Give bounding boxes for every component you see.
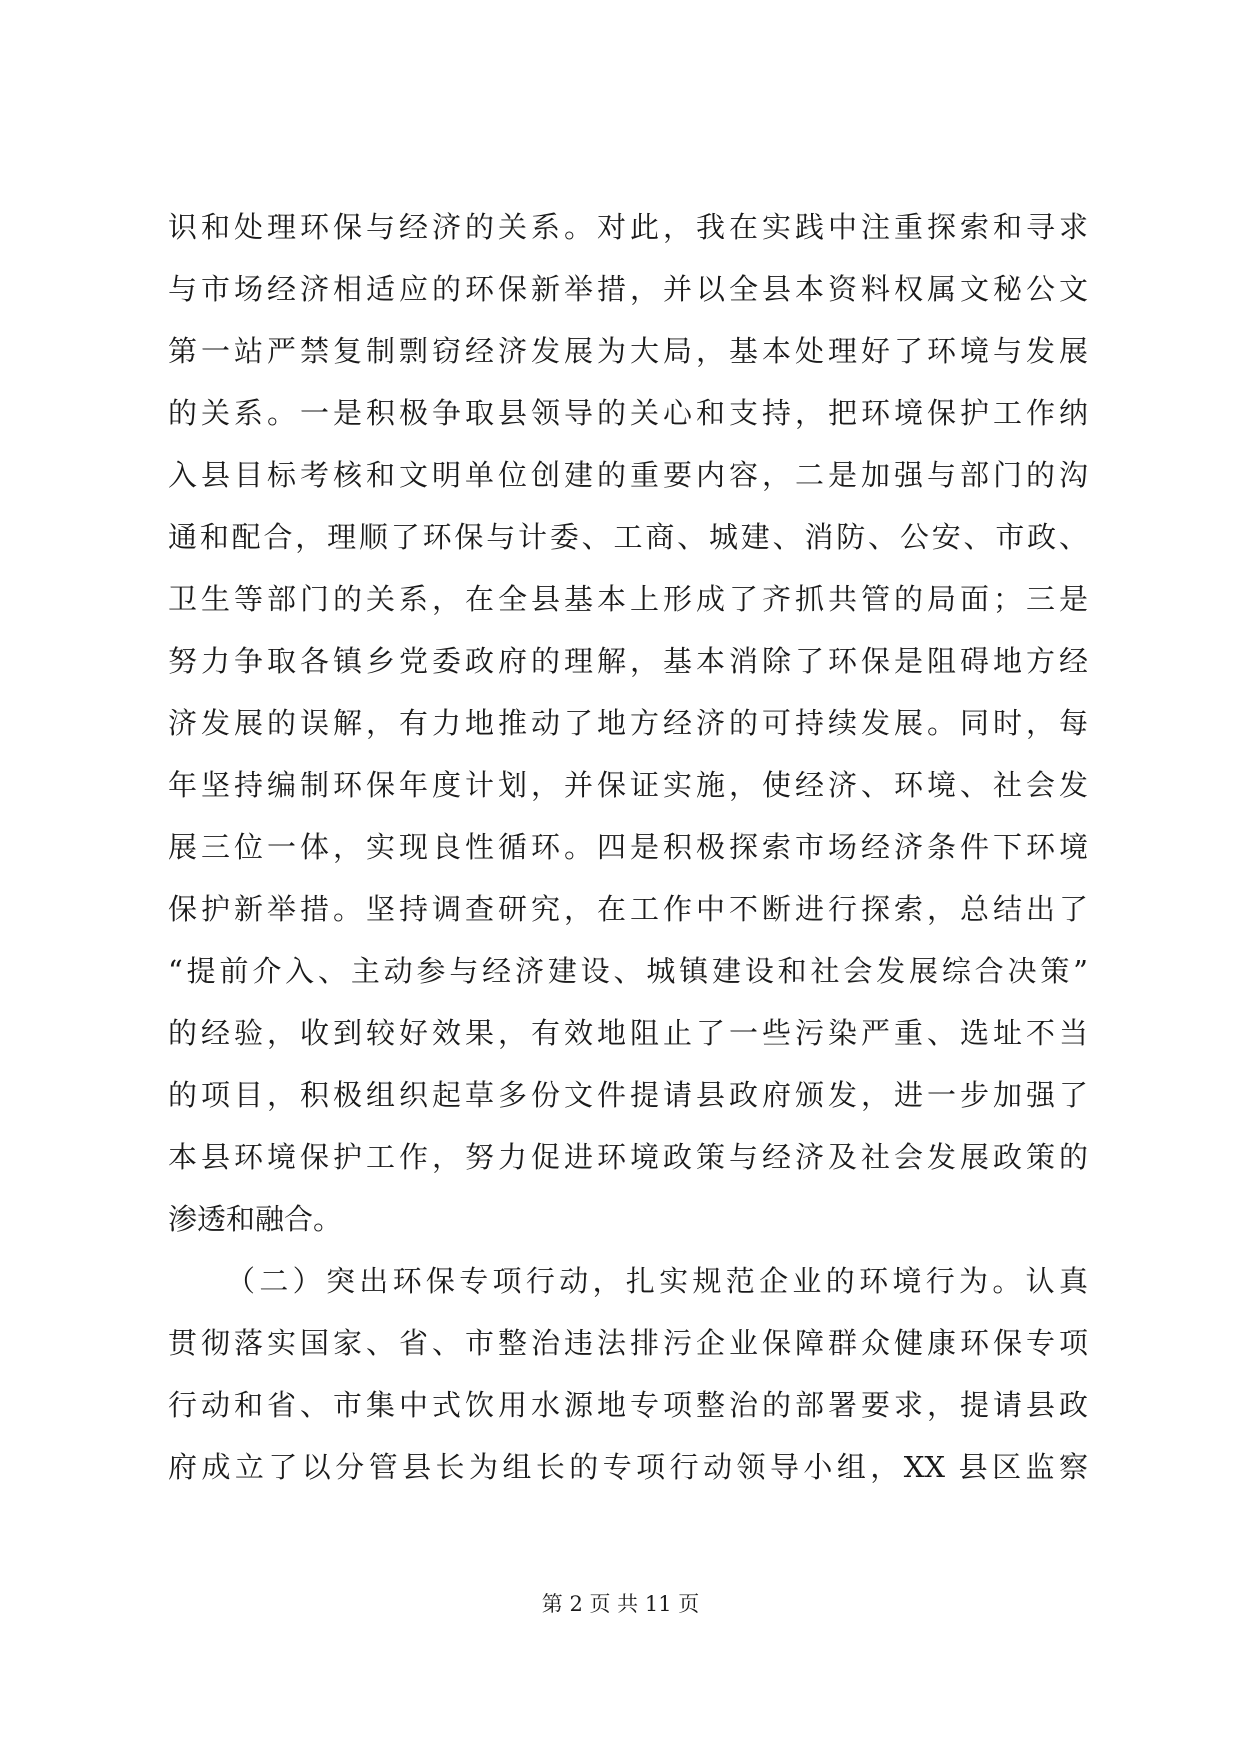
- text-line: 府成立了以分管县长为组长的专项行动领导小组，XX 县区监察: [168, 1450, 1088, 1484]
- text-line: 年坚持编制环保年度计划，并保证实施，使经济、环境、社会发: [168, 768, 1088, 802]
- page-number-footer: 第 2 页 共 11 页: [541, 1592, 700, 1616]
- text-line: 贯彻落实国家、省、市整治违法排污企业保障群众健康环保专项: [168, 1326, 1088, 1360]
- text-line: 的关系。一是积极争取县领导的关心和支持，把环境保护工作纳: [168, 396, 1088, 430]
- text-line: 第一站严禁复制剽窃经济发展为大局，基本处理好了环境与发展: [168, 334, 1088, 368]
- text-line: 渗透和融合。: [168, 1202, 343, 1236]
- paragraph-heading-line: （二）突出环保专项行动，扎实规范企业的环境行为。认真: [226, 1264, 1088, 1298]
- text-line: 卫生等部门的关系，在全县基本上形成了齐抓共管的局面；三是: [168, 582, 1088, 616]
- text-line: 努力争取各镇乡党委政府的理解，基本消除了环保是阻碍地方经: [168, 644, 1088, 678]
- text-line: 与市场经济相适应的环保新举措，并以全县本资料权属文秘公文: [168, 272, 1088, 306]
- text-line: 识和处理环保与经济的关系。对此，我在实践中注重探索和寻求: [168, 210, 1088, 244]
- text-line: 本县环境保护工作，努力促进环境政策与经济及社会发展政策的: [168, 1140, 1088, 1174]
- text-line: 济发展的误解，有力地推动了地方经济的可持续发展。同时，每: [168, 706, 1088, 740]
- text-line: 行动和省、市集中式饮用水源地专项整治的部署要求，提请县政: [168, 1388, 1088, 1422]
- text-line: 保护新举措。坚持调查研究，在工作中不断进行探索，总结出了: [168, 892, 1088, 926]
- text-line: “提前介入、主动参与经济建设、城镇建设和社会发展综合决策”: [168, 954, 1088, 988]
- text-line: 展三位一体，实现良性循环。四是积极探索市场经济条件下环境: [168, 830, 1088, 864]
- text-line: 通和配合，理顺了环保与计委、工商、城建、消防、公安、市政、: [168, 520, 1088, 554]
- text-line: 入县目标考核和文明单位创建的重要内容，二是加强与部门的沟: [168, 458, 1088, 492]
- text-line: 的项目，积极组织起草多份文件提请县政府颁发，进一步加强了: [168, 1078, 1088, 1112]
- text-line: 的经验，收到较好效果，有效地阻止了一些污染严重、选址不当: [168, 1016, 1088, 1050]
